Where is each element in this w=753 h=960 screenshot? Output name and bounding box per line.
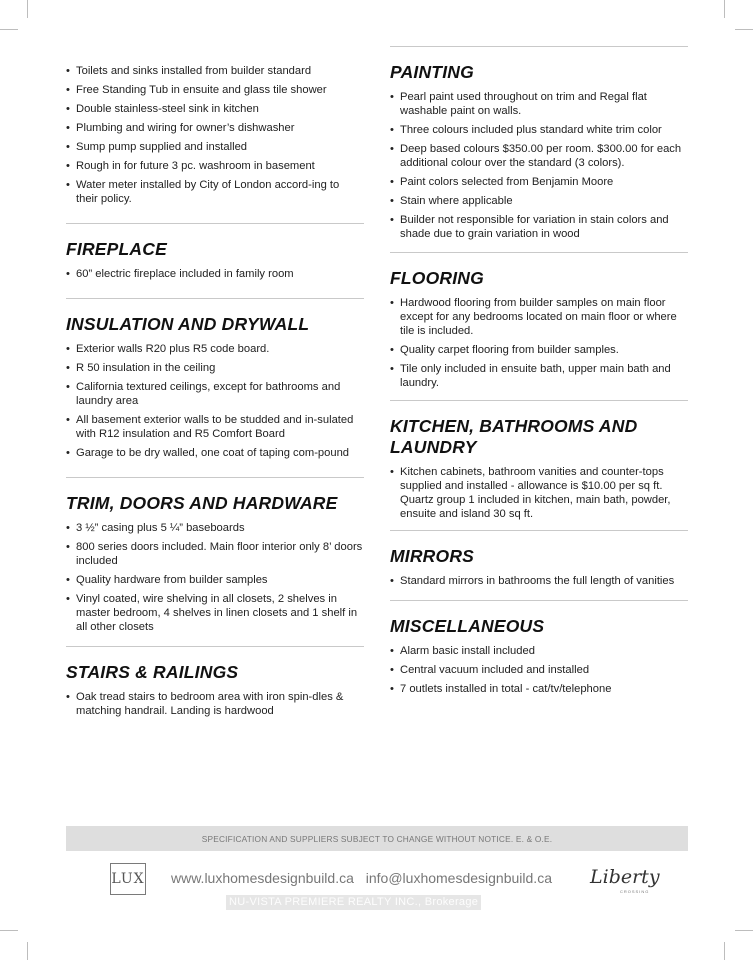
left-column [66, 46, 364, 723]
section-divider [66, 298, 364, 299]
spec-item: • Three colours included plus standard white trim color [390, 123, 688, 137]
disclaimer-text: SPECIFICATION AND SUPPLIERS SUBJECT TO CHANGE WITHOUT NOTICE. E. & O.E. [201, 833, 553, 844]
spec-item: • Paint colors selected from Benjamin Moore [390, 175, 688, 189]
spec-section [390, 268, 688, 390]
spec-item: • 7 outlets installed in total - cat/tv/telephone [390, 682, 688, 696]
spec-item: • Plumbing and wiring for owner’s dishwasher [66, 121, 364, 135]
spec-list [390, 90, 688, 241]
spec-section [390, 546, 688, 588]
spec-list [66, 690, 364, 718]
spec-section [66, 493, 364, 634]
brokerage-watermark: NU-VISTA PREMIERE REALTY INC., Brokerage [226, 895, 481, 910]
spec-section [66, 239, 364, 281]
spec-item: • Central vacuum included and installed [390, 663, 688, 677]
crop-mark [0, 29, 18, 30]
spec-item: • Quality hardware from builder samples [66, 573, 364, 587]
liberty-logo-subtext: CROSSING [620, 889, 650, 894]
section-heading: STAIRS & RAILINGS [66, 662, 239, 682]
spec-item: • 3 ½” casing plus 5 ¼” baseboards [66, 521, 364, 535]
email-link[interactable]: info@luxhomesdesignbuild.ca [365, 870, 552, 886]
spec-item: • California textured ceilings, except for bathrooms and laundry area [66, 380, 364, 408]
spec-item: • Rough in for future 3 pc. washroom in basement [66, 159, 364, 173]
crop-mark [724, 0, 725, 18]
spec-section [66, 314, 364, 460]
spec-item: • Garage to be dry walled, one coat of taping com-pound [66, 446, 364, 460]
disclaimer-bar [66, 826, 688, 851]
spec-item: • Sump pump supplied and installed [66, 140, 364, 154]
section-divider [390, 400, 688, 401]
crop-mark [735, 930, 753, 931]
crop-mark [27, 942, 28, 960]
spec-item: • Exterior walls R20 plus R5 code board. [66, 342, 364, 356]
spec-section [66, 64, 364, 206]
spec-item: • 800 series doors included. Main floor interior only 8’ doors included [66, 540, 364, 568]
section-divider [66, 223, 364, 224]
spec-item: • R 50 insulation in the ceiling [66, 361, 364, 375]
spec-item: • Deep based colours $350.00 per room. $300.00 for each additional colour over the standard (3 colors). [390, 142, 688, 170]
section-divider [390, 46, 688, 47]
crop-mark [27, 0, 28, 18]
spec-item: • Tile only included in ensuite bath, upper main bath and laundry. [390, 362, 688, 390]
crop-mark [0, 930, 18, 931]
spec-item: • Kitchen cabinets, bathroom vanities and counter-tops supplied and installed - allowance is $10.00 per sq ft. Quartz group 1 included in kitchen, main bath, powder, ensuite and island 30 sq ft. [390, 465, 688, 521]
spec-list [390, 574, 688, 588]
spec-item: • Stain where applicable [390, 194, 688, 208]
spec-list [66, 521, 364, 634]
section-divider [66, 646, 364, 647]
section-divider [390, 530, 688, 531]
spec-list [66, 342, 364, 460]
section-heading: TRIM, DOORS AND HARDWARE [66, 493, 338, 513]
spec-item: • 60” electric fireplace included in family room [66, 267, 364, 281]
spec-item: • Pearl paint used throughout on trim and Regal flat washable paint on walls. [390, 90, 688, 118]
liberty-logo-text: Liberty [590, 866, 660, 888]
spec-item: • Double stainless-steel sink in kitchen [66, 102, 364, 116]
right-column [390, 46, 688, 701]
spec-section [390, 416, 688, 521]
website-link[interactable]: www.luxhomesdesignbuild.ca [171, 870, 354, 886]
section-heading: INSULATION AND DRYWALL [66, 314, 310, 334]
spec-list [390, 644, 688, 696]
section-heading: FLOORING [390, 268, 484, 288]
lux-logo-text: LUX [111, 871, 145, 887]
lux-logo [110, 863, 146, 895]
spec-item: • Free Standing Tub in ensuite and glass tile shower [66, 83, 364, 97]
spec-list [390, 296, 688, 390]
spec-item: • Standard mirrors in bathrooms the full length of vanities [390, 574, 688, 588]
section-heading: PAINTING [390, 62, 474, 82]
spec-section [66, 662, 364, 718]
spec-item: • Toilets and sinks installed from builder standard [66, 64, 364, 78]
spec-item: • Alarm basic install included [390, 644, 688, 658]
spec-item: • Vinyl coated, wire shelving in all closets, 2 shelves in master bedroom, 4 shelves in linen closets and 1 shelf in all other closets [66, 592, 364, 634]
section-heading: FIREPLACE [66, 239, 167, 259]
section-heading: KITCHEN, BATHROOMS AND LAUNDRY [390, 416, 638, 457]
section-divider [390, 252, 688, 253]
section-divider [390, 600, 688, 601]
spec-list [66, 64, 364, 206]
spec-item: • Hardwood flooring from builder samples on main floor except for any bedrooms located on main floor or where tile is included. [390, 296, 688, 338]
section-heading: MISCELLANEOUS [390, 616, 545, 636]
spec-item: • Water meter installed by City of London accord-ing to their policy. [66, 178, 364, 206]
spec-item: • Builder not responsible for variation in stain colors and shade due to grain variation in wood [390, 213, 688, 241]
spec-list [66, 267, 364, 281]
crop-mark [724, 942, 725, 960]
footer-links [171, 870, 560, 886]
spec-item: • Quality carpet flooring from builder samples. [390, 343, 688, 357]
spec-list [390, 465, 688, 521]
section-divider [66, 477, 364, 478]
spec-item: • All basement exterior walls to be studded and in-sulated with R12 insulation and R5 Comfort Board [66, 413, 364, 441]
spec-section [390, 62, 688, 241]
section-heading: MIRRORS [390, 546, 475, 566]
liberty-logo [590, 866, 664, 900]
spec-item: • Oak tread stairs to bedroom area with iron spin-dles & matching handrail. Landing is hardwood [66, 690, 364, 718]
spec-section [390, 616, 688, 696]
crop-mark [735, 29, 753, 30]
